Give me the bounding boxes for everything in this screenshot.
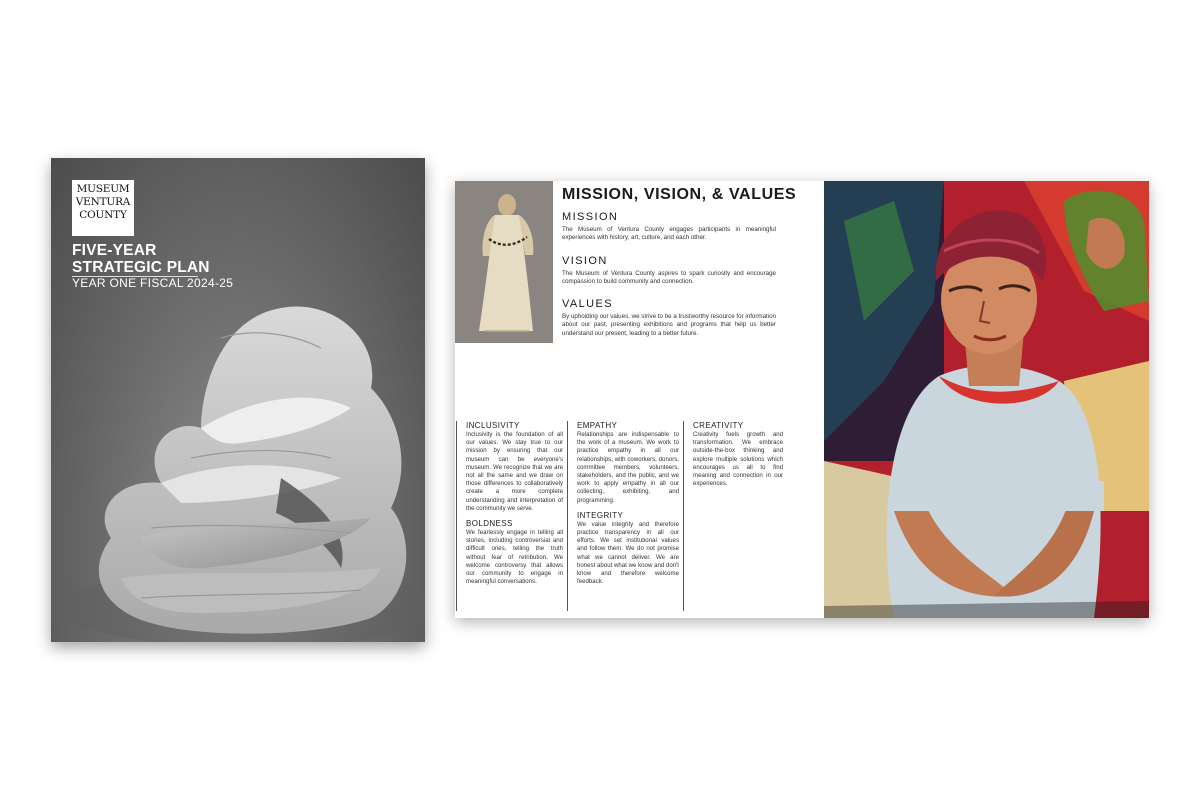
values-column-1	[456, 421, 563, 611]
vision-heading: VISION	[562, 255, 608, 267]
value-text-inclusivity: Inclusivity is the foundation of all our values. We stay true to our mission by ensuring that our museum can be everyone's museum. We recognize that we are not all the same and we draw on those differences to collaboratively create a more complete understanding and interpretation of the community we serve.	[466, 431, 563, 512]
report-cover	[51, 158, 425, 642]
spread-left-page	[455, 181, 824, 618]
value-title-creativity: CREATIVITY	[693, 421, 744, 430]
portrait-painting	[824, 181, 1149, 618]
cover-title-line1: FIVE-YEAR	[72, 242, 157, 259]
mission-text: The Museum of Ventura County engages participants in meaningful experiences with history, art, culture, and each other.	[562, 226, 776, 242]
values-column-3	[683, 421, 783, 611]
value-title-boldness: BOLDNESS	[466, 519, 513, 529]
logo-line-museum: MUSEUM	[76, 183, 130, 195]
page-heading: MISSION, VISION, & VALUES	[562, 186, 797, 203]
value-title-empathy: EMPATHY	[577, 421, 618, 430]
cover-subtitle: YEAR ONE FISCAL 2024-25	[72, 276, 234, 290]
value-text-empathy: Relationships are indispensable to the work of a museum. We work to practice empathy in all our relationships, with coworkers, donors, committee members, volunteers, stakeholders, and the public, and we work to apply empathy in all our collecting, exhibiting, and programming.	[577, 431, 679, 504]
figurine-photo	[455, 181, 553, 343]
values-column-2	[567, 421, 679, 611]
value-text-creativity: Creativity fuels growth and transformation. We embrace outside-the-box thinking and explore multiple solutions which encourages us all to find meaning and connection in our experiences.	[693, 431, 783, 488]
vision-text: The Museum of Ventura County aspires to spark curiosity and encourage compassion to build community and connection.	[562, 270, 776, 286]
mission-heading: MISSION	[562, 211, 619, 223]
cover-title-line2: STRATEGIC PLAN	[72, 259, 210, 276]
logo-line-ventura: VENTURA	[75, 196, 131, 208]
value-title-integrity: INTEGRITY	[577, 510, 624, 520]
value-text-integrity: We value integrity and therefore practice transparency in all our efforts. We set institutional values and follow them. We do not promise what we cannot deliver. We are honest about what we know and don't know and therefore welcome feedback.	[577, 520, 679, 586]
cover-title	[72, 242, 282, 276]
fabric-sculpture-image	[51, 278, 425, 642]
value-title-inclusivity: INCLUSIVITY	[466, 421, 520, 430]
values-text: By upholding our values, we strive to be a trustworthy resource for information about our past, presenting exhibitions and programs that help us better understand our present, leading to a better future.	[562, 313, 776, 337]
museum-logo	[72, 180, 134, 236]
mission-values-spread	[455, 181, 1149, 618]
value-text-boldness: We fearlessly engage in telling all stories, including controversial and difficult ones, telling the truth without fear of retribution. We welcome controversy that allows our community to engage in meaningful conversations.	[466, 529, 563, 586]
logo-line-county: COUNTY	[79, 209, 127, 221]
values-heading: VALUES	[562, 298, 613, 310]
portrait-painting-image	[824, 181, 1149, 618]
